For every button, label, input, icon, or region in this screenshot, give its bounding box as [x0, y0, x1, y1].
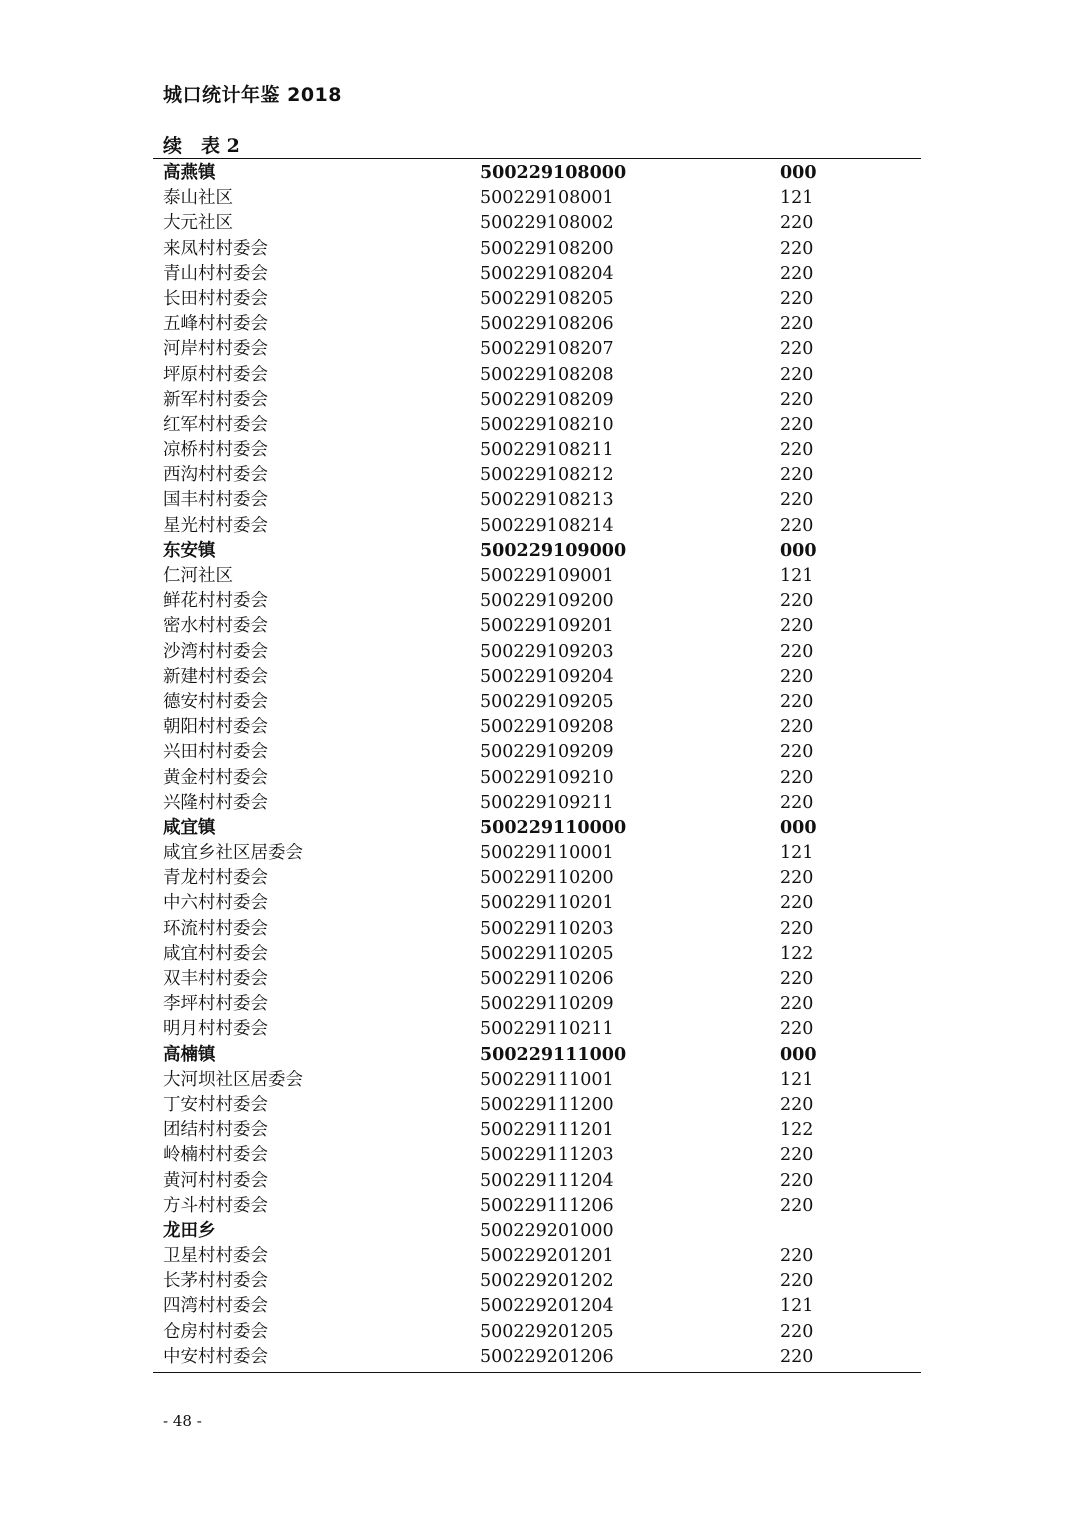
area-code-cell: 500229201206	[480, 1346, 614, 1367]
area-name-cell: 中安村村委会	[163, 1346, 268, 1367]
urban-rural-class-cell: 220	[780, 666, 814, 687]
table-row	[0, 690, 1074, 715]
table-row	[0, 1143, 1074, 1168]
table-row	[0, 665, 1074, 690]
table-row	[0, 287, 1074, 312]
urban-rural-class-cell: 220	[780, 1195, 814, 1216]
area-code-cell: 500229108213	[480, 490, 614, 511]
area-name-cell: 大元社区	[163, 213, 233, 234]
area-code-cell: 500229110205	[480, 943, 614, 964]
area-name-cell: 卫星村村委会	[163, 1246, 268, 1267]
area-code-cell: 500229110209	[480, 994, 614, 1015]
table-row	[0, 161, 1074, 186]
area-code-cell: 500229109001	[480, 566, 614, 586]
area-name-cell: 青龙村村委会	[163, 868, 268, 889]
urban-rural-class-cell: 220	[780, 1271, 814, 1292]
urban-rural-class-cell: 220	[780, 1019, 814, 1040]
area-name-cell: 咸宜乡社区居委会	[163, 843, 303, 864]
table-row	[0, 1194, 1074, 1219]
area-name-cell: 咸宜村村委会	[163, 943, 268, 964]
table-row	[0, 514, 1074, 539]
table-row	[0, 891, 1074, 916]
table-row	[0, 1219, 1074, 1244]
area-code-cell: 500229108002	[480, 213, 614, 234]
area-name-cell: 环流村村委会	[163, 918, 268, 939]
urban-rural-class-cell: 220	[780, 616, 814, 637]
table-row	[0, 614, 1074, 639]
area-code-cell: 500229108208	[480, 364, 614, 385]
area-name-cell: 仁河社区	[163, 566, 233, 586]
area-code-cell: 500229110206	[480, 969, 614, 989]
urban-rural-class-cell: 220	[780, 893, 814, 914]
table-row	[0, 388, 1074, 413]
urban-rural-class-cell: 220	[780, 591, 814, 612]
urban-rural-class-cell: 220	[780, 364, 814, 385]
area-name-cell: 丁安村村委会	[163, 1094, 268, 1115]
area-name-cell: 咸宜镇	[163, 817, 216, 838]
urban-rural-class-cell: 220	[780, 213, 814, 234]
table-bottom-rule	[153, 1372, 921, 1373]
area-name-cell: 长田村村委会	[163, 288, 268, 309]
table-row	[0, 816, 1074, 841]
table-row	[0, 413, 1074, 438]
area-name-cell: 青山村村委会	[163, 263, 268, 284]
area-name-cell: 国丰村村委会	[163, 490, 268, 511]
table-row	[0, 1345, 1074, 1370]
area-code-cell: 500229111204	[480, 1170, 614, 1191]
urban-rural-class-cell: 121	[780, 843, 814, 864]
area-code-cell: 500229110001	[480, 843, 614, 864]
urban-rural-class-cell: 220	[780, 691, 814, 712]
area-name-cell: 泰山社区	[163, 188, 233, 209]
area-code-cell: 500229108200	[480, 238, 614, 259]
table-row	[0, 211, 1074, 236]
area-code-cell: 500229111203	[480, 1145, 614, 1166]
table-row	[0, 715, 1074, 740]
area-name-cell: 明月村村委会	[163, 1019, 268, 1040]
urban-rural-class-cell: 220	[780, 263, 814, 284]
urban-rural-class-cell: 121	[780, 188, 814, 209]
table-row	[0, 1320, 1074, 1345]
area-name-cell: 高楠镇	[163, 1044, 216, 1065]
urban-rural-class-cell: 122	[780, 943, 814, 964]
urban-rural-class-cell: 220	[780, 515, 814, 536]
area-code-cell: 500229201202	[480, 1271, 614, 1292]
urban-rural-class-cell: 121	[780, 1296, 814, 1317]
urban-rural-class-cell: 220	[780, 717, 814, 738]
area-name-cell: 团结村村委会	[163, 1120, 268, 1141]
area-name-cell: 密水村村委会	[163, 616, 268, 637]
urban-rural-class-cell: 000	[780, 540, 817, 561]
area-name-cell: 双丰村村委会	[163, 969, 268, 989]
table-row	[0, 740, 1074, 765]
area-code-cell: 500229109201	[480, 616, 614, 637]
urban-rural-class-cell: 220	[780, 918, 814, 939]
table-row	[0, 791, 1074, 816]
urban-rural-class-cell: 220	[780, 994, 814, 1015]
urban-rural-class-cell: 220	[780, 969, 814, 989]
area-code-cell: 500229111201	[480, 1120, 614, 1141]
area-code-cell: 500229108001	[480, 188, 614, 209]
area-code-cell: 500229108212	[480, 465, 614, 486]
urban-rural-class-cell: 220	[780, 1170, 814, 1191]
urban-rural-class-cell: 220	[780, 1321, 814, 1342]
area-code-cell: 500229201204	[480, 1296, 614, 1317]
table-row	[0, 312, 1074, 337]
table-body	[0, 161, 1074, 1370]
table-row	[0, 438, 1074, 463]
area-name-cell: 东安镇	[163, 540, 216, 561]
table-row	[0, 942, 1074, 967]
area-name-cell: 新建村村委会	[163, 666, 268, 687]
area-name-cell: 黄河村村委会	[163, 1170, 268, 1191]
urban-rural-class-cell: 000	[780, 817, 817, 838]
area-name-cell: 四湾村村委会	[163, 1296, 268, 1317]
page-number: - 48 -	[163, 1412, 202, 1430]
urban-rural-class-cell: 220	[780, 1246, 814, 1267]
area-code-cell: 500229110200	[480, 868, 614, 889]
table-row	[0, 1093, 1074, 1118]
table-row	[0, 539, 1074, 564]
urban-rural-class-cell: 220	[780, 1094, 814, 1115]
area-name-cell: 西沟村村委会	[163, 465, 268, 486]
table-row	[0, 1244, 1074, 1269]
table-row	[0, 766, 1074, 791]
area-code-cell: 500229111000	[480, 1044, 627, 1065]
area-code-cell: 500229108207	[480, 339, 614, 360]
area-name-cell: 凉桥村村委会	[163, 440, 268, 461]
table-row	[0, 186, 1074, 211]
urban-rural-class-cell: 000	[780, 163, 817, 183]
area-name-cell: 龙田乡	[163, 1220, 216, 1241]
running-header-title: 城口统计年鉴 2018	[163, 84, 342, 106]
area-code-cell: 500229109203	[480, 641, 614, 662]
area-name-cell: 长茅村村委会	[163, 1271, 268, 1292]
area-code-cell: 500229109204	[480, 666, 614, 687]
table-row	[0, 640, 1074, 665]
urban-rural-class-cell: 220	[780, 641, 814, 662]
area-code-cell: 500229108214	[480, 515, 614, 536]
area-code-cell: 500229201000	[480, 1220, 614, 1241]
table-row	[0, 1294, 1074, 1319]
table-row	[0, 1269, 1074, 1294]
urban-rural-class-cell: 220	[780, 1145, 814, 1166]
area-code-cell: 500229110000	[480, 817, 627, 838]
urban-rural-class-cell: 220	[780, 490, 814, 511]
area-code-cell: 500229109000	[480, 540, 627, 561]
area-code-cell: 500229201201	[480, 1246, 614, 1267]
area-code-cell: 500229111001	[480, 1069, 614, 1090]
table-row	[0, 488, 1074, 513]
table-row	[0, 589, 1074, 614]
urban-rural-class-cell: 220	[780, 288, 814, 309]
area-code-cell: 500229109211	[480, 792, 614, 813]
table-row	[0, 917, 1074, 942]
area-name-cell: 李坪村村委会	[163, 994, 268, 1015]
urban-rural-class-cell: 121	[780, 566, 814, 586]
area-code-cell: 500229108205	[480, 288, 614, 309]
area-name-cell: 星光村村委会	[163, 515, 268, 536]
area-code-cell: 500229111200	[480, 1094, 614, 1115]
urban-rural-class-cell: 220	[780, 792, 814, 813]
table-row	[0, 1017, 1074, 1042]
area-name-cell: 五峰村村委会	[163, 314, 268, 335]
area-name-cell: 仓房村村委会	[163, 1321, 268, 1342]
area-code-cell: 500229108209	[480, 389, 614, 410]
table-row	[0, 262, 1074, 287]
area-name-cell: 红军村村委会	[163, 414, 268, 435]
urban-rural-class-cell: 122	[780, 1120, 814, 1141]
area-code-cell: 500229110201	[480, 893, 614, 914]
table-row	[0, 1068, 1074, 1093]
table-row	[0, 463, 1074, 488]
table-top-rule	[153, 158, 921, 159]
table-row	[0, 237, 1074, 262]
area-name-cell: 兴隆村村委会	[163, 792, 268, 813]
area-code-cell: 500229110211	[480, 1019, 614, 1040]
area-name-cell: 黄金村村委会	[163, 767, 268, 788]
area-code-cell: 500229111206	[480, 1195, 614, 1216]
area-name-cell: 大河坝社区居委会	[163, 1069, 303, 1090]
area-code-cell: 500229109210	[480, 767, 614, 788]
area-name-cell: 鲜花村村委会	[163, 591, 268, 612]
urban-rural-class-cell: 220	[780, 314, 814, 335]
urban-rural-class-cell: 220	[780, 440, 814, 461]
area-name-cell: 兴田村村委会	[163, 742, 268, 763]
area-code-cell: 500229109200	[480, 591, 614, 612]
area-name-cell: 高燕镇	[163, 163, 216, 183]
area-code-cell: 500229108000	[480, 163, 627, 183]
table-row	[0, 1118, 1074, 1143]
area-name-cell: 新军村村委会	[163, 389, 268, 410]
table-row	[0, 992, 1074, 1017]
area-name-cell: 沙湾村村委会	[163, 641, 268, 662]
area-name-cell: 岭楠村村委会	[163, 1145, 268, 1166]
area-name-cell: 德安村村委会	[163, 691, 268, 712]
table-row	[0, 564, 1074, 589]
area-code-cell: 500229109209	[480, 742, 614, 763]
area-code-cell: 500229201205	[480, 1321, 614, 1342]
table-row	[0, 337, 1074, 362]
urban-rural-class-cell: 220	[780, 742, 814, 763]
area-code-cell: 500229108210	[480, 414, 614, 435]
urban-rural-class-cell: 220	[780, 238, 814, 259]
table-row	[0, 841, 1074, 866]
area-name-cell: 河岸村村委会	[163, 339, 268, 360]
urban-rural-class-cell: 220	[780, 767, 814, 788]
area-code-cell: 500229108211	[480, 440, 614, 461]
area-code-cell: 500229109208	[480, 717, 614, 738]
area-code-cell: 500229109205	[480, 691, 614, 712]
table-row	[0, 1043, 1074, 1068]
urban-rural-class-cell: 220	[780, 868, 814, 889]
urban-rural-class-cell: 220	[780, 465, 814, 486]
table-row	[0, 866, 1074, 891]
area-name-cell: 朝阳村村委会	[163, 717, 268, 738]
urban-rural-class-cell: 220	[780, 339, 814, 360]
urban-rural-class-cell: 220	[780, 1346, 814, 1367]
urban-rural-class-cell: 121	[780, 1069, 814, 1090]
area-name-cell: 坪原村村委会	[163, 364, 268, 385]
table-row	[0, 967, 1074, 992]
area-name-cell: 来凤村村委会	[163, 238, 268, 259]
area-name-cell: 中六村村委会	[163, 893, 268, 914]
urban-rural-class-cell: 220	[780, 414, 814, 435]
urban-rural-class-cell: 220	[780, 389, 814, 410]
urban-rural-class-cell: 000	[780, 1044, 817, 1065]
table-caption: 续 表 2	[163, 135, 240, 157]
table-row	[0, 363, 1074, 388]
area-code-cell: 500229108206	[480, 314, 614, 335]
area-name-cell: 方斗村村委会	[163, 1195, 268, 1216]
area-code-cell: 500229108204	[480, 263, 614, 284]
table-row	[0, 1169, 1074, 1194]
area-code-cell: 500229110203	[480, 918, 614, 939]
